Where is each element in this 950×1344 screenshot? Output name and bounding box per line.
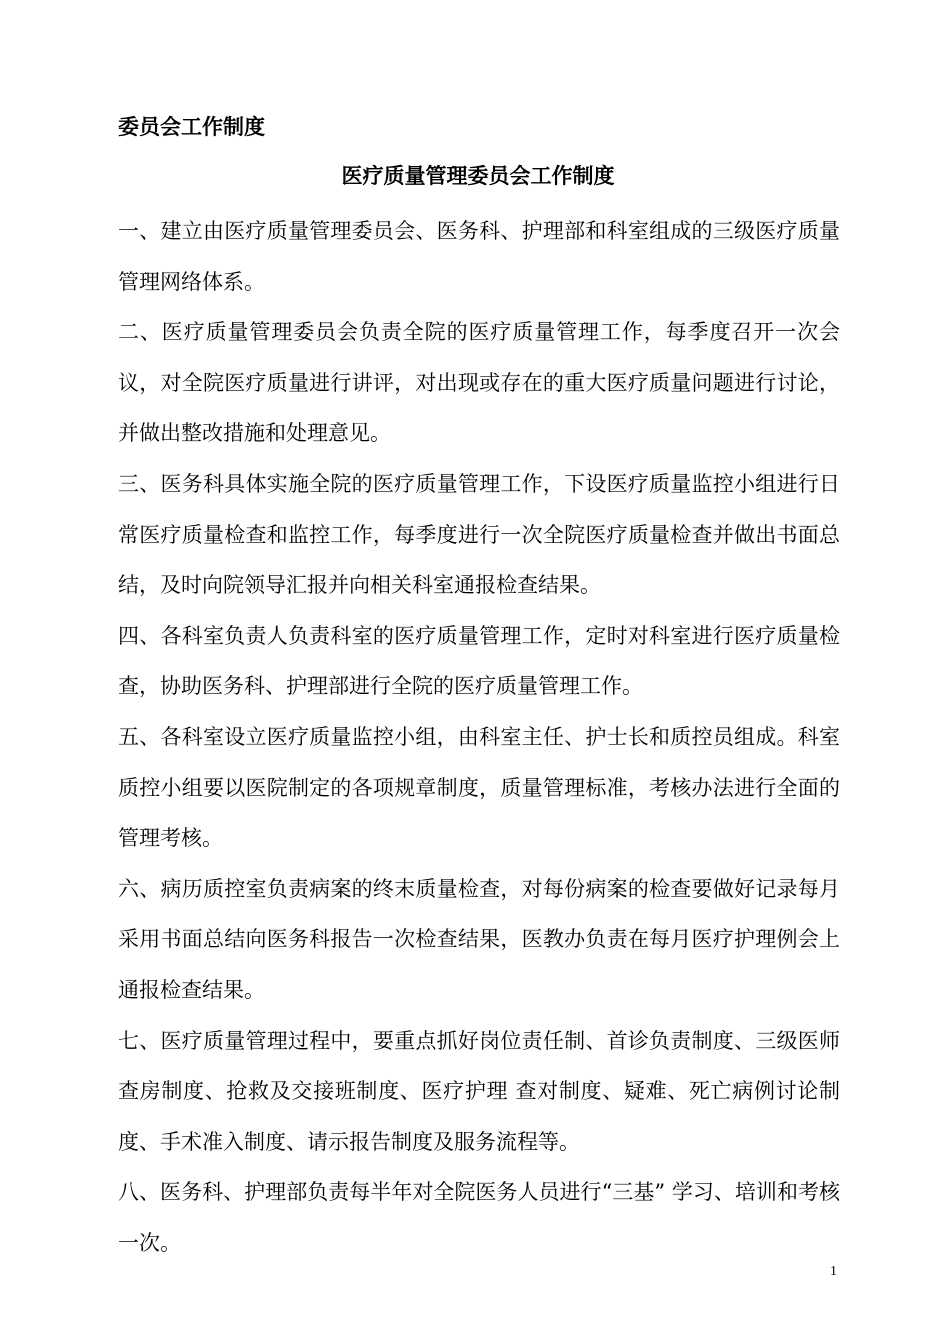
section-heading: 委员会工作制度	[118, 115, 265, 139]
paragraph-3: 三、医务科具体实施全院的医疗质量管理工作，下设医疗质量监控小组进行日常医疗质量检查和监控工作，每季度进行一次全院医疗质量检查并做出书面总结，及时向院领导汇报并向相关科室通报检查结果。	[118, 471, 840, 598]
paragraph-4: 四、各科室负责人负责科室的医疗质量管理工作，定时对科室进行医疗质量检查，协助医务科、护理部进行全院的医疗质量管理工作。	[118, 623, 840, 699]
paragraph-5: 五、各科室设立医疗质量监控小组，由科室主任、护士长和质控员组成。科室质控小组要以医院制定的各项规章制度，质量管理标准，考核办法进行全面的管理考核。	[118, 724, 840, 851]
page-number: 1	[830, 1264, 837, 1279]
body-text	[118, 206, 840, 1268]
document-title: 医疗质量管理委员会工作制度	[341, 164, 615, 188]
paragraph-7: 七、医疗质量管理过程中，要重点抓好岗位责任制、首诊负责制度、三级医师查房制度、抢救及交接班制度、医疗护理 查对制度、疑难、死亡病例讨论制度、手术准入制度、请示报告制度及服务流程等。	[118, 1028, 840, 1154]
paragraph-8: 八、医务科、护理部负责每半年对全院医务人员进行“三基” 学习、培训和考核一次。	[118, 1180, 840, 1255]
paragraph-1: 一、建立由医疗质量管理委员会、医务科、护理部和科室组成的三级医疗质量管理网络体系。	[118, 219, 840, 294]
paragraph-6: 六、病历质控室负责病案的终末质量检查，对每份病案的检查要做好记录每月采用书面总结向医务科报告一次检查结果，医教办负责在每月医疗护理例会上通报检查结果。	[118, 876, 840, 1002]
paragraph-2: 二、医疗质量管理委员会负责全院的医疗质量管理工作，每季度召开一次会议，对全院医疗质量进行讲评，对出现或存在的重大医疗质量问题进行讨论，并做出整改措施和处理意见。	[118, 320, 840, 446]
